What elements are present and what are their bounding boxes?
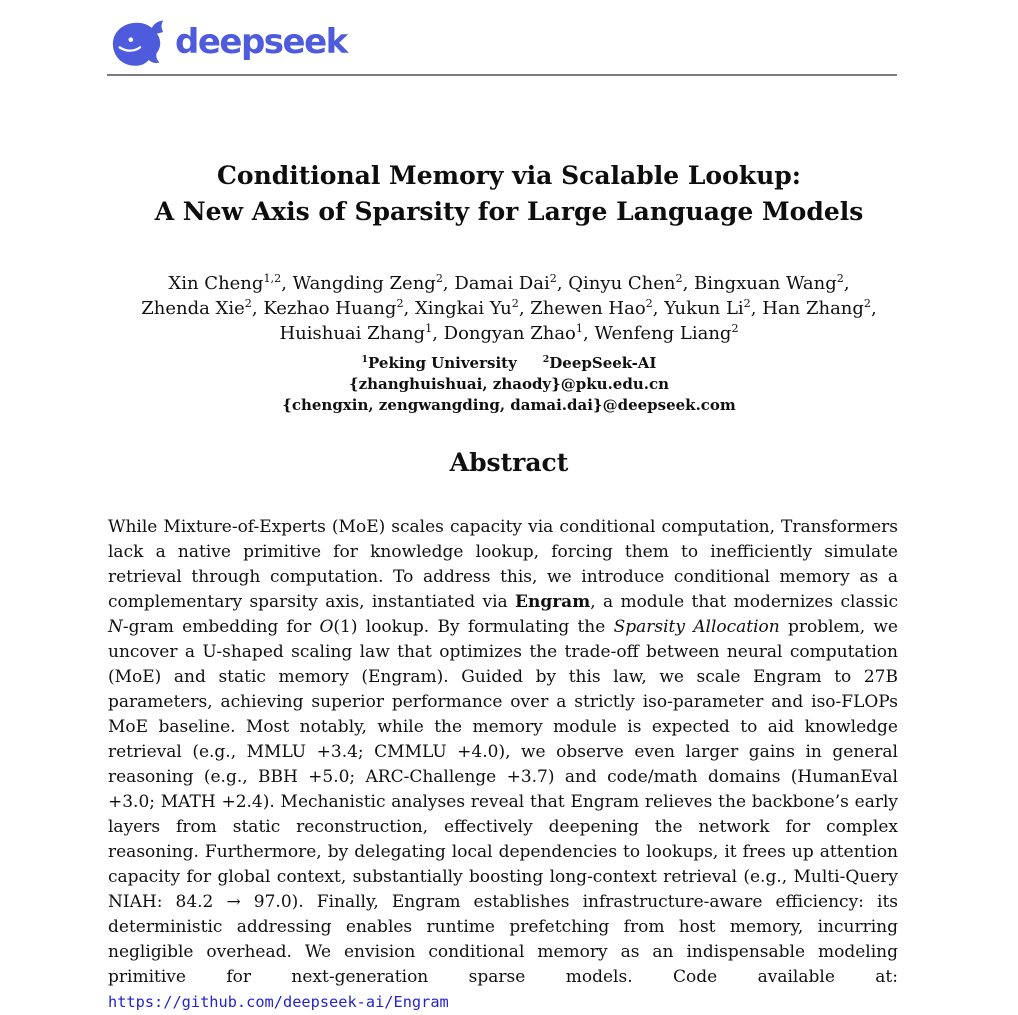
email-line: {zhanghuishuai, zhaody}@pku.edu.cn [348,375,670,393]
text-segment: DeepSeek-AI [549,354,657,372]
text-segment: -gram embedding for [122,617,320,637]
text-segment: , Qinyu Chen [556,273,676,294]
deepseek-whale-icon [110,18,168,70]
text-segment: , Damai Dai [442,273,550,294]
text-segment: 2 [645,297,653,310]
text-segment: , [871,298,877,319]
deepseek-logo [110,16,347,72]
text-segment: 2 [244,297,252,310]
text-segment: problem, we uncover a U-shaped scaling law that optimizes the trade-off between neural computation (MoE) and static memory (Engram). Guided by this law, we scale Engram to 27B parameters, achieving superior performance over a strictly iso-parameter and iso-FLOPs MoE baseline. Most notably, while the memory module is expected to aid knowledge retrieval (e.g., MMLU +3.4; CMMLU +4.0), we observe even larger gains in general reasoning (e.g., BBH +5.0; ARC-Challenge +3.7) and code/math domains (HumanEval +3.0; MATH +2.4). Mechanistic analyses reveal that Engram relieves the backbone’s early layers from static reconstruction, effectively deepening the network for complex reasoning. Furthermore, by delegating local dependencies to lookups, it frees up attention capacity for global context, substantially boosting long-context retrieval (e.g., Multi-Query NIAH: 84.2 → 97.0). Finally, Engram establishes infrastructure-aware efficiency: its deterministic addressing enables runtime prefetching from host memory, incurring negligible overhead. We envision conditional memory as an indispensable modeling primitive for next-generation sparse models. Code available at: [108,617,898,987]
paper-title-line2: A New Axis of Sparsity for Large Language Models [154,197,864,226]
text-segment: , Bingxuan Wang [682,273,837,294]
text-segment: , Wenfeng Liang [583,323,732,344]
text-segment: , Dongyan Zhao [432,323,576,344]
text-segment: (1) lookup. By formulating the [333,617,614,637]
text-segment: 2 [549,272,557,285]
text-segment: Zhenda Xie [141,298,245,319]
paper-title-line1: Conditional Memory via Scalable Lookup: [217,161,801,190]
text-segment: O [319,617,334,637]
text-segment: , Zhewen Hao [518,298,646,319]
abstract-heading: Abstract [449,448,569,477]
text-segment: 2 [435,272,443,285]
text-segment: , Wangding Zeng [281,273,436,294]
text-segment: 2 [743,297,751,310]
text-segment: 2 [542,354,550,365]
text-segment: , Kezhao Huang [251,298,397,319]
code-repo-link[interactable]: https://github.com/deepseek-ai/Engram [108,993,449,1011]
text-segment: 1,2 [263,272,282,285]
text-segment: 1 [575,322,584,335]
text-segment: While Mixture-of-Experts (MoE) scales capacity via conditional computation, Transformers lack a native primitive for knowledge lookup, forcing them to inefficiently simulate retrieval through computation. To address this, we introduce conditional memory as a complementary sparsity axis, instantiated via [108,517,898,612]
text-segment: N [108,617,123,637]
author-line [0,321,1018,346]
text-segment: 2 [511,297,519,310]
affiliation-line [0,353,1018,374]
affiliations-block [0,353,1018,416]
text-segment: 2 [396,297,404,310]
text-segment: Sparsity Allocation [613,617,780,637]
text-segment: , Yukun Li [652,298,744,319]
author-line [0,296,1018,321]
text-segment: 2 [836,272,844,285]
text-segment: , a module that modernizes classic [590,592,899,612]
paper-title [0,158,1018,230]
author-line [0,271,1018,296]
authors-block [0,271,1018,346]
text-segment: 1 [425,322,433,335]
text-segment: , [843,273,850,294]
text-segment: 2 [863,297,872,310]
text-segment: , Xingkai Yu [403,298,512,319]
text-segment: 2 [675,272,683,285]
text-segment: Huishuai Zhang [279,323,426,344]
text-segment: Xin Cheng [168,273,264,294]
email-line: {chengxin, zengwangding, damai.dai}@deepseek.com [282,396,736,414]
text-segment: 1 [361,354,369,365]
abstract-body [108,515,898,1015]
text-segment: Peking University [368,354,517,372]
header-divider [107,74,897,76]
deepseek-wordmark: deepseek [175,22,347,62]
text-segment: Engram [515,592,591,612]
text-segment: , Han Zhang [750,298,864,319]
text-segment: 2 [731,322,739,335]
